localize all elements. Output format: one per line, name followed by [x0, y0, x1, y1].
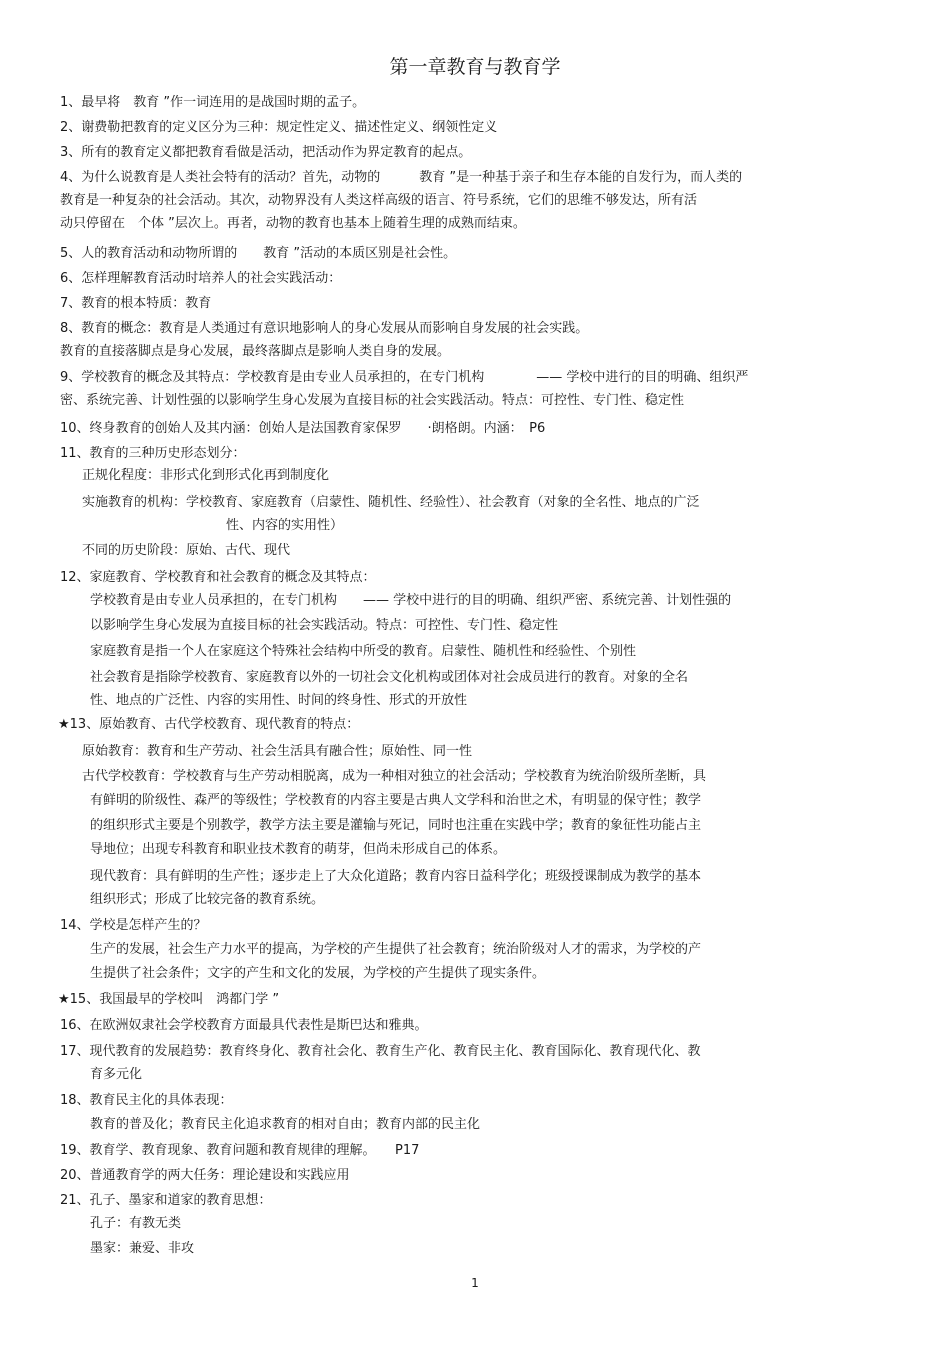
text-line: 家庭教育是指一个人在家庭这个特殊社会结构中所受的教育。启蒙性、随机性和经验性、个别性: [90, 644, 637, 659]
text-line: 14、学校是怎样产生的？: [60, 918, 207, 933]
text-line: 的组织形式主要是个别教学，教学方法主要是灌输与死记，同时也注重在实践中学；教育的象征性功能占主: [90, 818, 702, 833]
text-line: 以影响学生身心发展为直接目标的社会实践活动。特点：可控性、专门性、稳定性: [90, 618, 559, 633]
text-line: 1、最早将 教育 ”作一词连用的是战国时期的孟子。: [60, 95, 366, 110]
text-line: 18、教育民主化的具体表现：: [60, 1093, 233, 1108]
text-line: 孔子：有教无类: [90, 1216, 182, 1231]
text-line: 19、教育学、教育现象、教育问题和教育规律的理解。 P17: [60, 1143, 420, 1158]
text-line: 16、在欧洲奴隶社会学校教育方面最具代表性是斯巴达和雅典。: [60, 1018, 428, 1033]
text-line: 现代教育：具有鲜明的生产性；逐步走上了大众化道路；教育内容日益科学化；班级授课制成为教学的基本: [90, 869, 702, 884]
page-number: 1: [471, 1276, 479, 1290]
text-line: ★13、原始教育、古代学校教育、现代教育的特点：: [58, 717, 360, 732]
text-line: 10、终身教育的创始人及其内涵：创始人是法国教育家保罗 ·朗格朗。内涵： P6: [60, 421, 546, 436]
text-line: 教育的普及化；教育民主化追求教育的相对自由；教育内部的民主化: [90, 1117, 481, 1132]
text-line: 墨家：兼爱、非攻: [90, 1241, 195, 1256]
text-line: 古代学校教育：学校教育与生产劳动相脱离，成为一种相对独立的社会活动；学校教育为统治阶级所垄断，具: [82, 769, 707, 784]
text-line: 4、为什么说教育是人类社会特有的活动？首先，动物的 教育 ”是一种基于亲子和生存本能的自发行为，而人类的: [60, 170, 743, 185]
text-line: 导地位；出现专科教育和职业技术教育的萌芽，但尚未形成自己的体系。: [90, 842, 507, 857]
text-line: 教育是一种复杂的社会活动。其次，动物界没有人类这样高级的语言、符号系统，它们的思维不够发达，所有活: [60, 193, 698, 208]
text-line: 2、谢费勒把教育的定义区分为三种：规定性定义、描述性定义、纲领性定义: [60, 120, 498, 135]
chapter-title: 第一章教育与教育学: [389, 56, 561, 78]
text-line: 21、孔子、墨家和道家的教育思想：: [60, 1193, 272, 1208]
text-line: 动只停留在 个体 ”层次上。再者，动物的教育也基本上随着生理的成熟而结束。: [60, 216, 526, 231]
text-line: 6、怎样理解教育活动时培养人的社会实践活动：: [60, 271, 342, 286]
text-line: ★15、我国最早的学校叫 鸿都门学 ”: [58, 992, 280, 1007]
text-line: 密、系统完善、计划性强的以影响学生身心发展为直接目标的社会实践活动。特点：可控性、专门性、稳定性: [60, 393, 685, 408]
text-line: 不同的历史阶段：原始、古代、现代: [82, 543, 291, 558]
text-line: 实施教育的机构：学校教育、家庭教育（启蒙性、随机性、经验性）、社会教育（对象的全名性、地点的广泛: [82, 495, 700, 510]
text-line: 3、所有的教育定义都把教育看做是活动，把活动作为界定教育的起点。: [60, 145, 472, 160]
text-line: 教育的直接落脚点是身心发展，最终落脚点是影响人类自身的发展。: [60, 344, 451, 359]
text-line: 性、内容的实用性）: [226, 518, 344, 533]
text-line: 12、家庭教育、学校教育和社会教育的概念及其特点：: [60, 570, 376, 585]
text-line: 5、人的教育活动和动物所谓的 教育 ”活动的本质区别是社会性。: [60, 246, 457, 261]
text-line: 9、学校教育的概念及其特点：学校教育是由专业人员承担的，在专门机构 —— 学校中进行的目的明确、组织严: [60, 370, 749, 385]
text-line: 有鲜明的阶级性、森严的等级性；学校教育的内容主要是古典人文学科和治世之术，有明显的保守性；教学: [90, 793, 702, 808]
text-line: 学校教育是由专业人员承担的，在专门机构 —— 学校中进行的目的明确、组织严密、系统完善、计划性强的: [90, 593, 732, 608]
text-line: 育多元化: [90, 1067, 143, 1082]
text-line: 生产的发展，社会生产力水平的提高，为学校的产生提供了社会教育；统治阶级对人才的需求，为学校的产: [90, 942, 702, 957]
text-line: 7、教育的根本特质：教育: [60, 296, 212, 311]
text-line: 11、教育的三种历史形态划分：: [60, 446, 246, 461]
text-line: 20、普通教育学的两大任务：理论建设和实践应用: [60, 1168, 350, 1183]
text-line: 组织形式；形成了比较完备的教育系统。: [90, 892, 325, 907]
text-line: 社会教育是指除学校教育、家庭教育以外的一切社会文化机构或团体对社会成员进行的教育。对象的全名: [90, 670, 689, 685]
text-line: 正规化程度：非形式化到形式化再到制度化: [82, 468, 330, 483]
text-line: 8、教育的概念：教育是人类通过有意识地影响人的身心发展从而影响自身发展的社会实践。: [60, 321, 589, 336]
text-line: 性、地点的广泛性、内容的实用性、时间的终身性、形式的开放性: [90, 693, 468, 708]
text-line: 生提供了社会条件；文字的产生和文化的发展，为学校的产生提供了现实条件。: [90, 966, 546, 981]
text-line: 原始教育：教育和生产劳动、社会生活具有融合性；原始性、同一性: [82, 744, 473, 759]
text-line: 17、现代教育的发展趋势：教育终身化、教育社会化、教育生产化、教育民主化、教育国际化、教育现代化、教: [60, 1044, 701, 1059]
